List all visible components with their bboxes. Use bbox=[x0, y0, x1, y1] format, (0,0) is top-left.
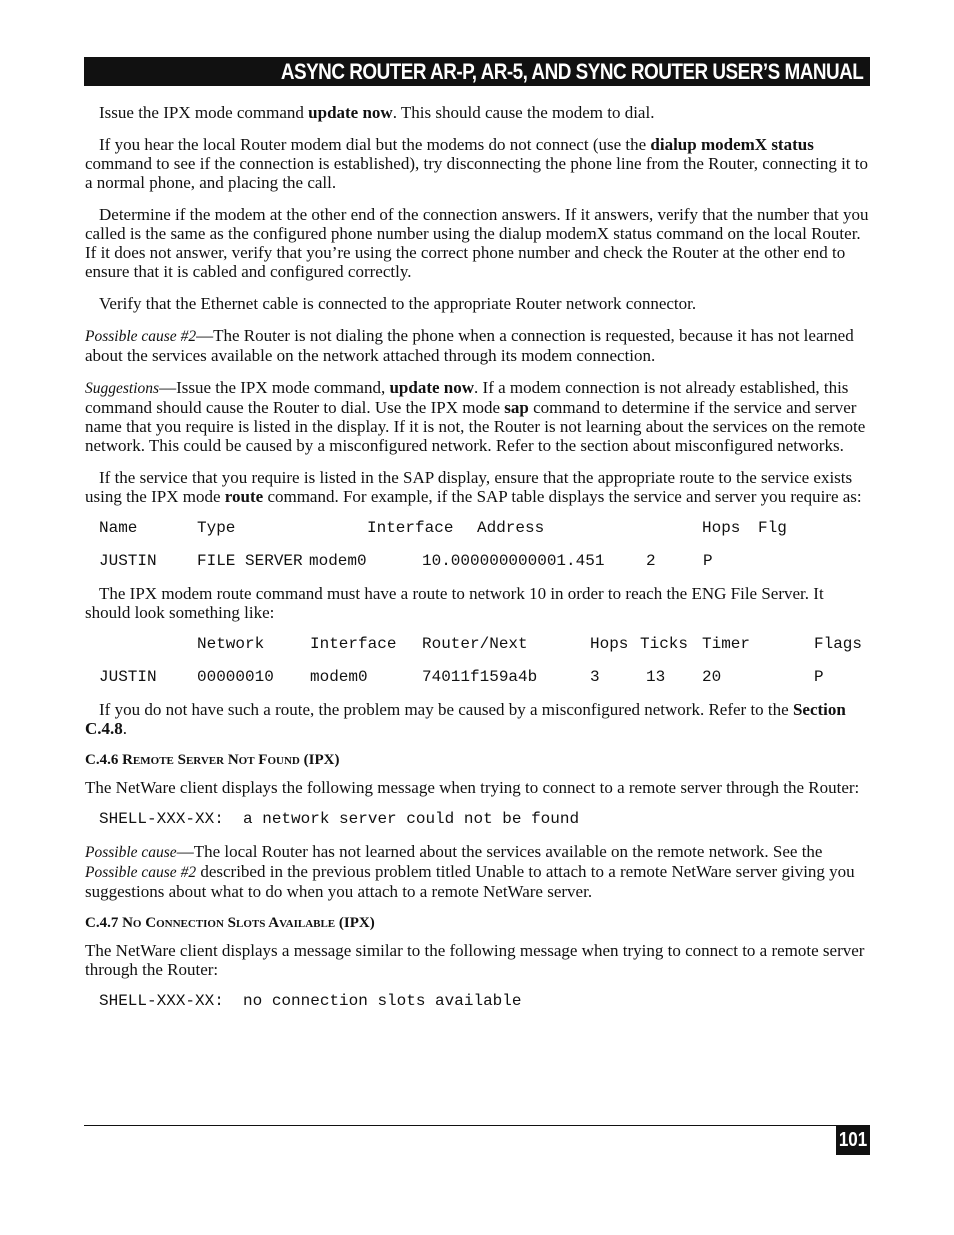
section-heading-c46: C.4.6 Remote Server Not Found (IPX) bbox=[85, 752, 340, 768]
paragraph: Suggestions—Issue the IPX mode command, update now. If a modem connection is not already established, this command should cause the Router to dial. Use the IPX mode sap command to determine if the service and server name that you require is listed in the display. If it is not, the Router is not learning about the services on the remote network. This could be caused by a misconfigured network. Refer to the section about misconfigured networks. bbox=[85, 378, 866, 455]
error-message-code: SHELL-XXX-XX: a network server could not be found bbox=[99, 810, 580, 828]
paragraph: The IPX modem route command must have a route to network 10 in order to reach the ENG File Server. It should look something like: bbox=[85, 584, 824, 622]
paragraph: Verify that the Ethernet cable is connected to the appropriate Router network connector. bbox=[99, 294, 697, 313]
page-content bbox=[85, 103, 870, 1011]
page-number: 101 bbox=[838, 1129, 868, 1151]
page-number-box bbox=[836, 1125, 870, 1155]
sap-table-header: Name Type Interface Address Hops Flg bbox=[99, 519, 787, 537]
paragraph: Determine if the modem at the other end of the connection answers. If it answers, verify that the number that you called is the same as the configured phone number using the dialup modemX status command on the local Router. If it does not answer, verify that you’re using the correct phone number and check the Router at the other end to ensure that it is cabled and configured correctly. bbox=[85, 205, 869, 281]
paragraph: If you hear the local Router modem dial but the modems do not connect (use the dialup modemX status command to see if the connection is established), try disconnecting the phone line from the Router, connecting it to a normal phone, and placing the call. bbox=[85, 135, 869, 192]
paragraph: The NetWare client displays the following message when trying to connect to a remote server through the Router: bbox=[85, 778, 860, 797]
route-table-header: Network Interface Router/Next Hops Ticks Timer Flags bbox=[197, 635, 863, 653]
manual-title: ASYNC ROUTER AR-P, AR-5, AND SYNC ROUTER USER’S MANUAL bbox=[280, 59, 863, 84]
header-bar bbox=[84, 57, 870, 86]
paragraph: Issue the IPX mode command update now. This should cause the modem to dial. bbox=[99, 103, 655, 122]
paragraph: If you do not have such a route, the problem may be caused by a misconfigured network. Refer to the Section C.4.8. bbox=[85, 700, 846, 738]
paragraph: If the service that you require is listed in the SAP display, ensure that the appropriate route to the service exists using the IPX mode route command. For example, if the SAP table displays the service and server you require as: bbox=[85, 468, 862, 506]
paragraph: The NetWare client displays a message similar to the following message when trying to connect to a remote server through the Router: bbox=[85, 941, 865, 979]
route-table-row: JUSTIN 00000010 modem0 74011f159a4b 3 13 20 P bbox=[99, 668, 824, 686]
paragraph: Possible cause #2—The Router is not dialing the phone when a connection is requested, because it has not learned about the services available on the network attached through its modem connection. bbox=[85, 326, 854, 365]
paragraph: Possible cause—The local Router has not learned about the services available on the remote network. See the Possible cause #2 described in the previous problem titled Unable to attach to a remote NetWare server giving you suggestions about what to do when you attach to a remote NetWare server. bbox=[85, 842, 855, 901]
error-message-code: SHELL-XXX-XX: no connection slots available bbox=[99, 992, 522, 1010]
sap-table-row: JUSTIN FILE SERVER modem0 10.000000000001.451 2 P bbox=[99, 552, 713, 570]
footer-rule bbox=[84, 1125, 870, 1126]
section-heading-c47: C.4.7 No Connection Slots Available (IPX) bbox=[85, 915, 375, 931]
